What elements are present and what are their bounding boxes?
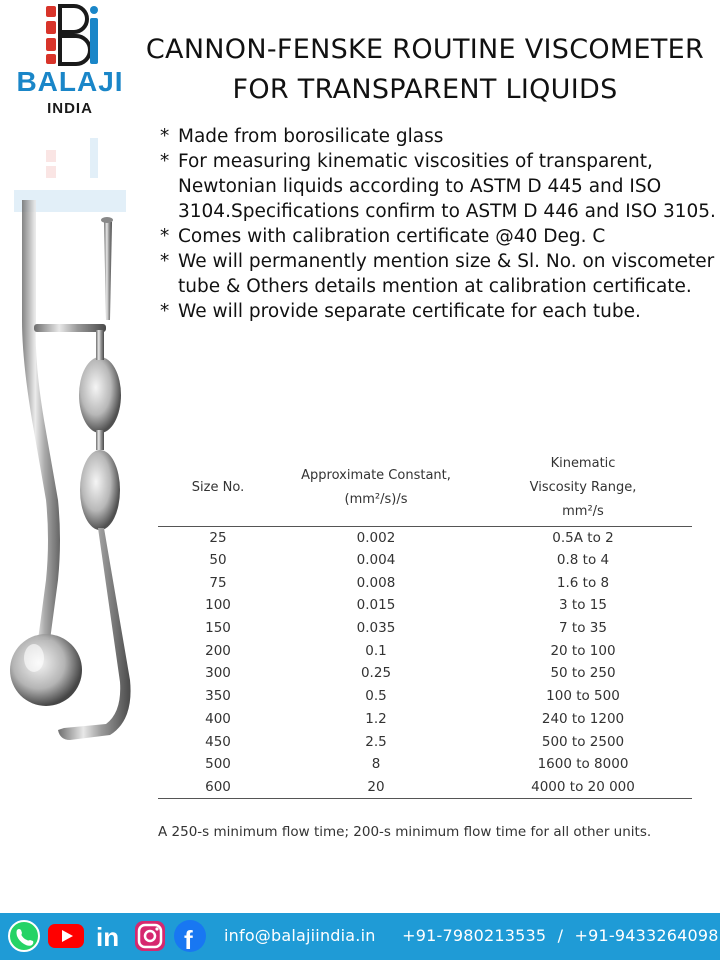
svg-text:in: in [96, 922, 120, 952]
cell-approx-constant: 8 [371, 756, 381, 773]
cell-size-no: 500 [205, 756, 231, 773]
table-row [158, 730, 692, 753]
header-line: Size No. [191, 479, 245, 495]
header-line: Kinematic [550, 455, 616, 471]
instagram-icon[interactable] [130, 919, 170, 953]
youtube-icon[interactable] [46, 919, 86, 953]
cell-viscosity-range: 100 to 500 [546, 688, 620, 705]
contact-phone-2[interactable]: +91-9433264098 [574, 926, 719, 945]
cell-viscosity-range: 240 to 1200 [541, 710, 625, 727]
cell-size-no: 350 [205, 688, 231, 705]
brand-logo [6, 4, 134, 116]
cell-size-no: 50 [209, 552, 227, 569]
table-row [158, 753, 692, 776]
cell-viscosity-range: 7 to 35 [559, 620, 607, 637]
feature-text: Made from borosilicate glass [178, 126, 444, 147]
brand-subtitle: INDIA [47, 100, 93, 117]
cell-viscosity-range: 1.6 to 8 [556, 574, 610, 591]
table-row [158, 549, 692, 572]
cell-approx-constant: 0.1 [365, 642, 387, 659]
contact-footer [0, 913, 720, 960]
feature-text: For measuring kinematic viscosities of transparent, Newtonian liquids according to ASTM D 445 and ISO 3104.Specifications confirm to ASTM D 446 and ISO 3105. [178, 151, 716, 222]
cell-approx-constant: 0.004 [356, 552, 396, 569]
balaji-logo-mark-icon [42, 4, 102, 66]
cell-size-no: 450 [205, 733, 231, 750]
bullet-marker: * [160, 301, 170, 322]
feature-text: Comes with calibration certificate @40 Deg. C [178, 226, 606, 247]
table-body [158, 526, 692, 798]
bullet-marker: * [160, 226, 170, 247]
whatsapp-icon[interactable] [4, 919, 44, 953]
svg-text:f: f [184, 925, 193, 953]
header-line: mm²/s [562, 503, 604, 519]
contact-info [224, 926, 719, 945]
cell-approx-constant: 0.035 [356, 620, 396, 637]
cell-viscosity-range: 50 to 250 [550, 665, 616, 682]
viscometer-size-table [158, 450, 692, 799]
header-line: Approximate Constant, [301, 467, 451, 483]
cell-viscosity-range: 4000 to 20 000 [474, 776, 692, 799]
viscometer-glass-image [0, 200, 150, 760]
list-item [160, 149, 716, 224]
cell-approx-constant: 0.002 [356, 529, 396, 546]
feature-list [160, 124, 716, 324]
cell-size-no: 200 [205, 642, 231, 659]
cell-size-no: 300 [205, 665, 231, 682]
cell-viscosity-range: 20 to 100 [550, 642, 616, 659]
header-approx-constant [278, 450, 474, 526]
list-item [160, 124, 716, 149]
page-title [130, 30, 720, 110]
bullet-marker: * [160, 251, 170, 272]
table-row [158, 685, 692, 708]
cell-approx-constant: 0.25 [360, 665, 392, 682]
contact-email[interactable]: info@balajiindia.in [224, 926, 376, 945]
table-row [158, 662, 692, 685]
brand-name: BALAJI [16, 66, 124, 97]
linkedin-icon[interactable] [92, 919, 132, 953]
table-header-row [158, 450, 692, 526]
cell-viscosity-range: 500 to 2500 [541, 733, 625, 750]
cell-size-no: 400 [205, 710, 231, 727]
title-line-1: CANNON-FENSKE ROUTINE VISCOMETER [145, 34, 705, 65]
table-row [158, 639, 692, 662]
table-row [158, 571, 692, 594]
contact-separator: / [557, 926, 564, 945]
header-viscosity-range [474, 450, 692, 526]
cell-size-no: 100 [205, 597, 231, 614]
cell-viscosity-range: 0.8 to 4 [556, 552, 610, 569]
cell-viscosity-range: 3 to 15 [559, 597, 607, 614]
cell-size-no: 25 [209, 529, 227, 546]
header-line: (mm²/s)/s [344, 491, 408, 507]
table-row [158, 594, 692, 617]
cell-viscosity-range: 1600 to 8000 [537, 756, 629, 773]
feature-text: We will permanently mention size & Sl. No. on viscometer tube & Others details mention at calibration certificate. [178, 251, 715, 297]
bullet-marker: * [160, 126, 170, 147]
list-item [160, 299, 716, 324]
title-line-2: FOR TRANSPARENT LIQUIDS [232, 74, 618, 105]
cell-size-no: 150 [205, 620, 231, 637]
bullet-marker: * [160, 151, 170, 172]
feature-text: We will provide separate certificate for each tube. [178, 301, 641, 322]
table-row [158, 708, 692, 731]
table-row [158, 617, 692, 640]
facebook-icon[interactable] [170, 919, 210, 953]
cell-approx-constant: 2.5 [365, 733, 387, 750]
cell-size-no: 600 [158, 776, 278, 799]
cell-approx-constant: 0.015 [356, 597, 396, 614]
cell-size-no: 75 [209, 574, 227, 591]
header-size-no [158, 450, 278, 526]
cell-viscosity-range: 0.5A to 2 [552, 529, 614, 546]
contact-phone-1[interactable]: +91-7980213535 [402, 926, 547, 945]
table-row [158, 526, 692, 549]
header-line: Viscosity Range, [529, 479, 637, 495]
cell-approx-constant: 0.5 [365, 688, 387, 705]
footnote: A 250-s minimum flow time; 200-s minimum flow time for all other units. [158, 824, 652, 840]
cell-approx-constant: 1.2 [365, 710, 387, 727]
table-row [158, 776, 692, 799]
cell-approx-constant: 0.008 [356, 574, 396, 591]
list-item [160, 224, 716, 249]
cell-approx-constant: 20 [278, 776, 474, 799]
list-item [160, 249, 716, 299]
